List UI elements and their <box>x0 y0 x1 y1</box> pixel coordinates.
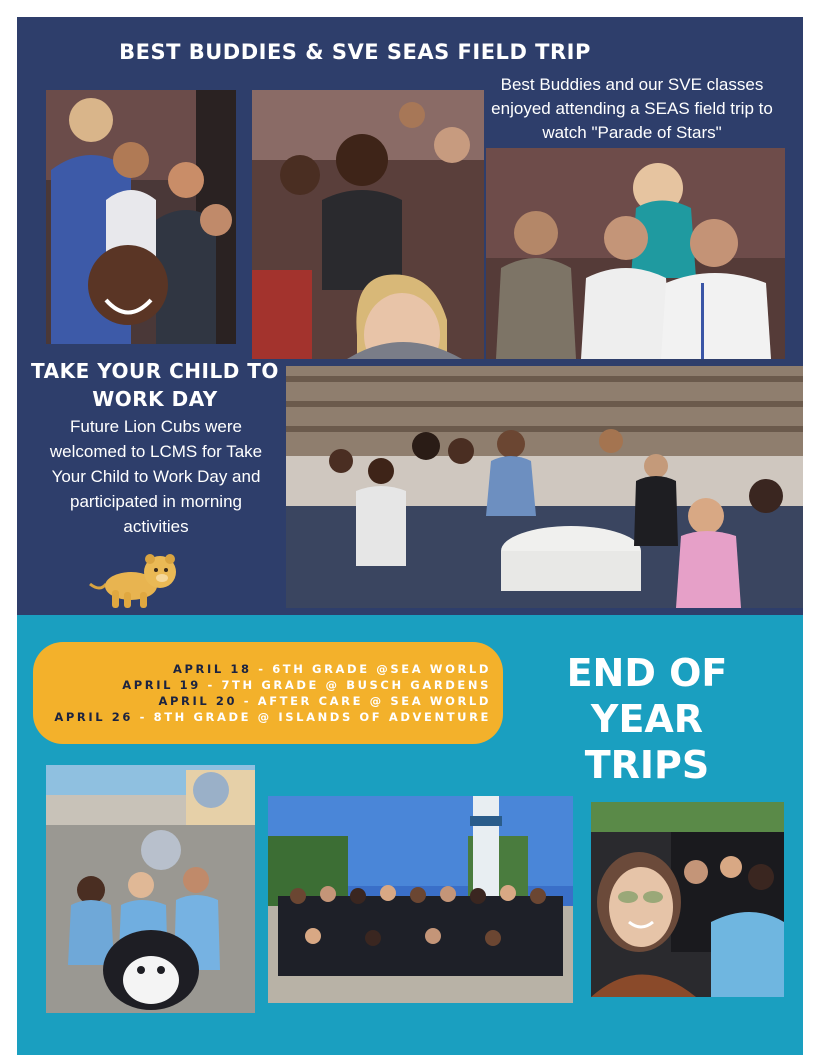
trip-event: 6TH GRADE @SEA WORLD <box>272 662 491 676</box>
trip-line: APRIL 18 - 6TH GRADE @SEA WORLD <box>172 662 491 676</box>
trip-line: APRIL 19 - 7TH GRADE @ BUSCH GARDENS <box>122 678 491 692</box>
trip-date: APRIL 20 <box>158 694 238 708</box>
trip-date: APRIL 26 <box>54 710 134 724</box>
end-of-year-title: END OF YEAR TRIPS <box>566 651 728 787</box>
field-trip-photo-1 <box>46 90 236 344</box>
field-trip-photo-2 <box>252 90 484 359</box>
work-day-title-line2: WORK DAY <box>92 387 218 411</box>
trip-event: 7TH GRADE @ BUSCH GARDENS <box>221 678 491 692</box>
field-trip-photo-3 <box>486 148 785 359</box>
trip-line: APRIL 20 - AFTER CARE @ SEA WORLD <box>158 694 491 708</box>
trip-event: 8TH GRADE @ ISLANDS OF ADVENTURE <box>153 710 491 724</box>
work-day-title-line1: TAKE YOUR CHILD TO <box>31 359 279 383</box>
work-day-photo <box>286 366 803 608</box>
lion-cub-icon <box>86 548 186 610</box>
end-of-year-photo-1 <box>46 765 255 1013</box>
field-trip-description: Best Buddies and our SVE classes enjoyed attending a SEAS field trip to watch "Parade of Stars" <box>491 75 773 142</box>
trip-dates-banner <box>33 642 503 744</box>
end-of-year-photo-3 <box>591 802 784 997</box>
trip-event: AFTER CARE @ SEA WORLD <box>257 694 491 708</box>
work-day-description: Future Lion Cubs were welcomed to LCMS for Take Your Child to Work Day and participated in morning activities <box>49 417 263 536</box>
field-trip-title: BEST BUDDIES & SVE SEAS FIELD TRIP <box>119 40 591 64</box>
trip-date: APRIL 19 <box>122 678 201 692</box>
end-of-year-photo-2 <box>268 796 573 1003</box>
trip-line: APRIL 26 - 8TH GRADE @ ISLANDS OF ADVENTURE <box>54 710 491 724</box>
trip-date: APRIL 18 <box>172 662 252 676</box>
